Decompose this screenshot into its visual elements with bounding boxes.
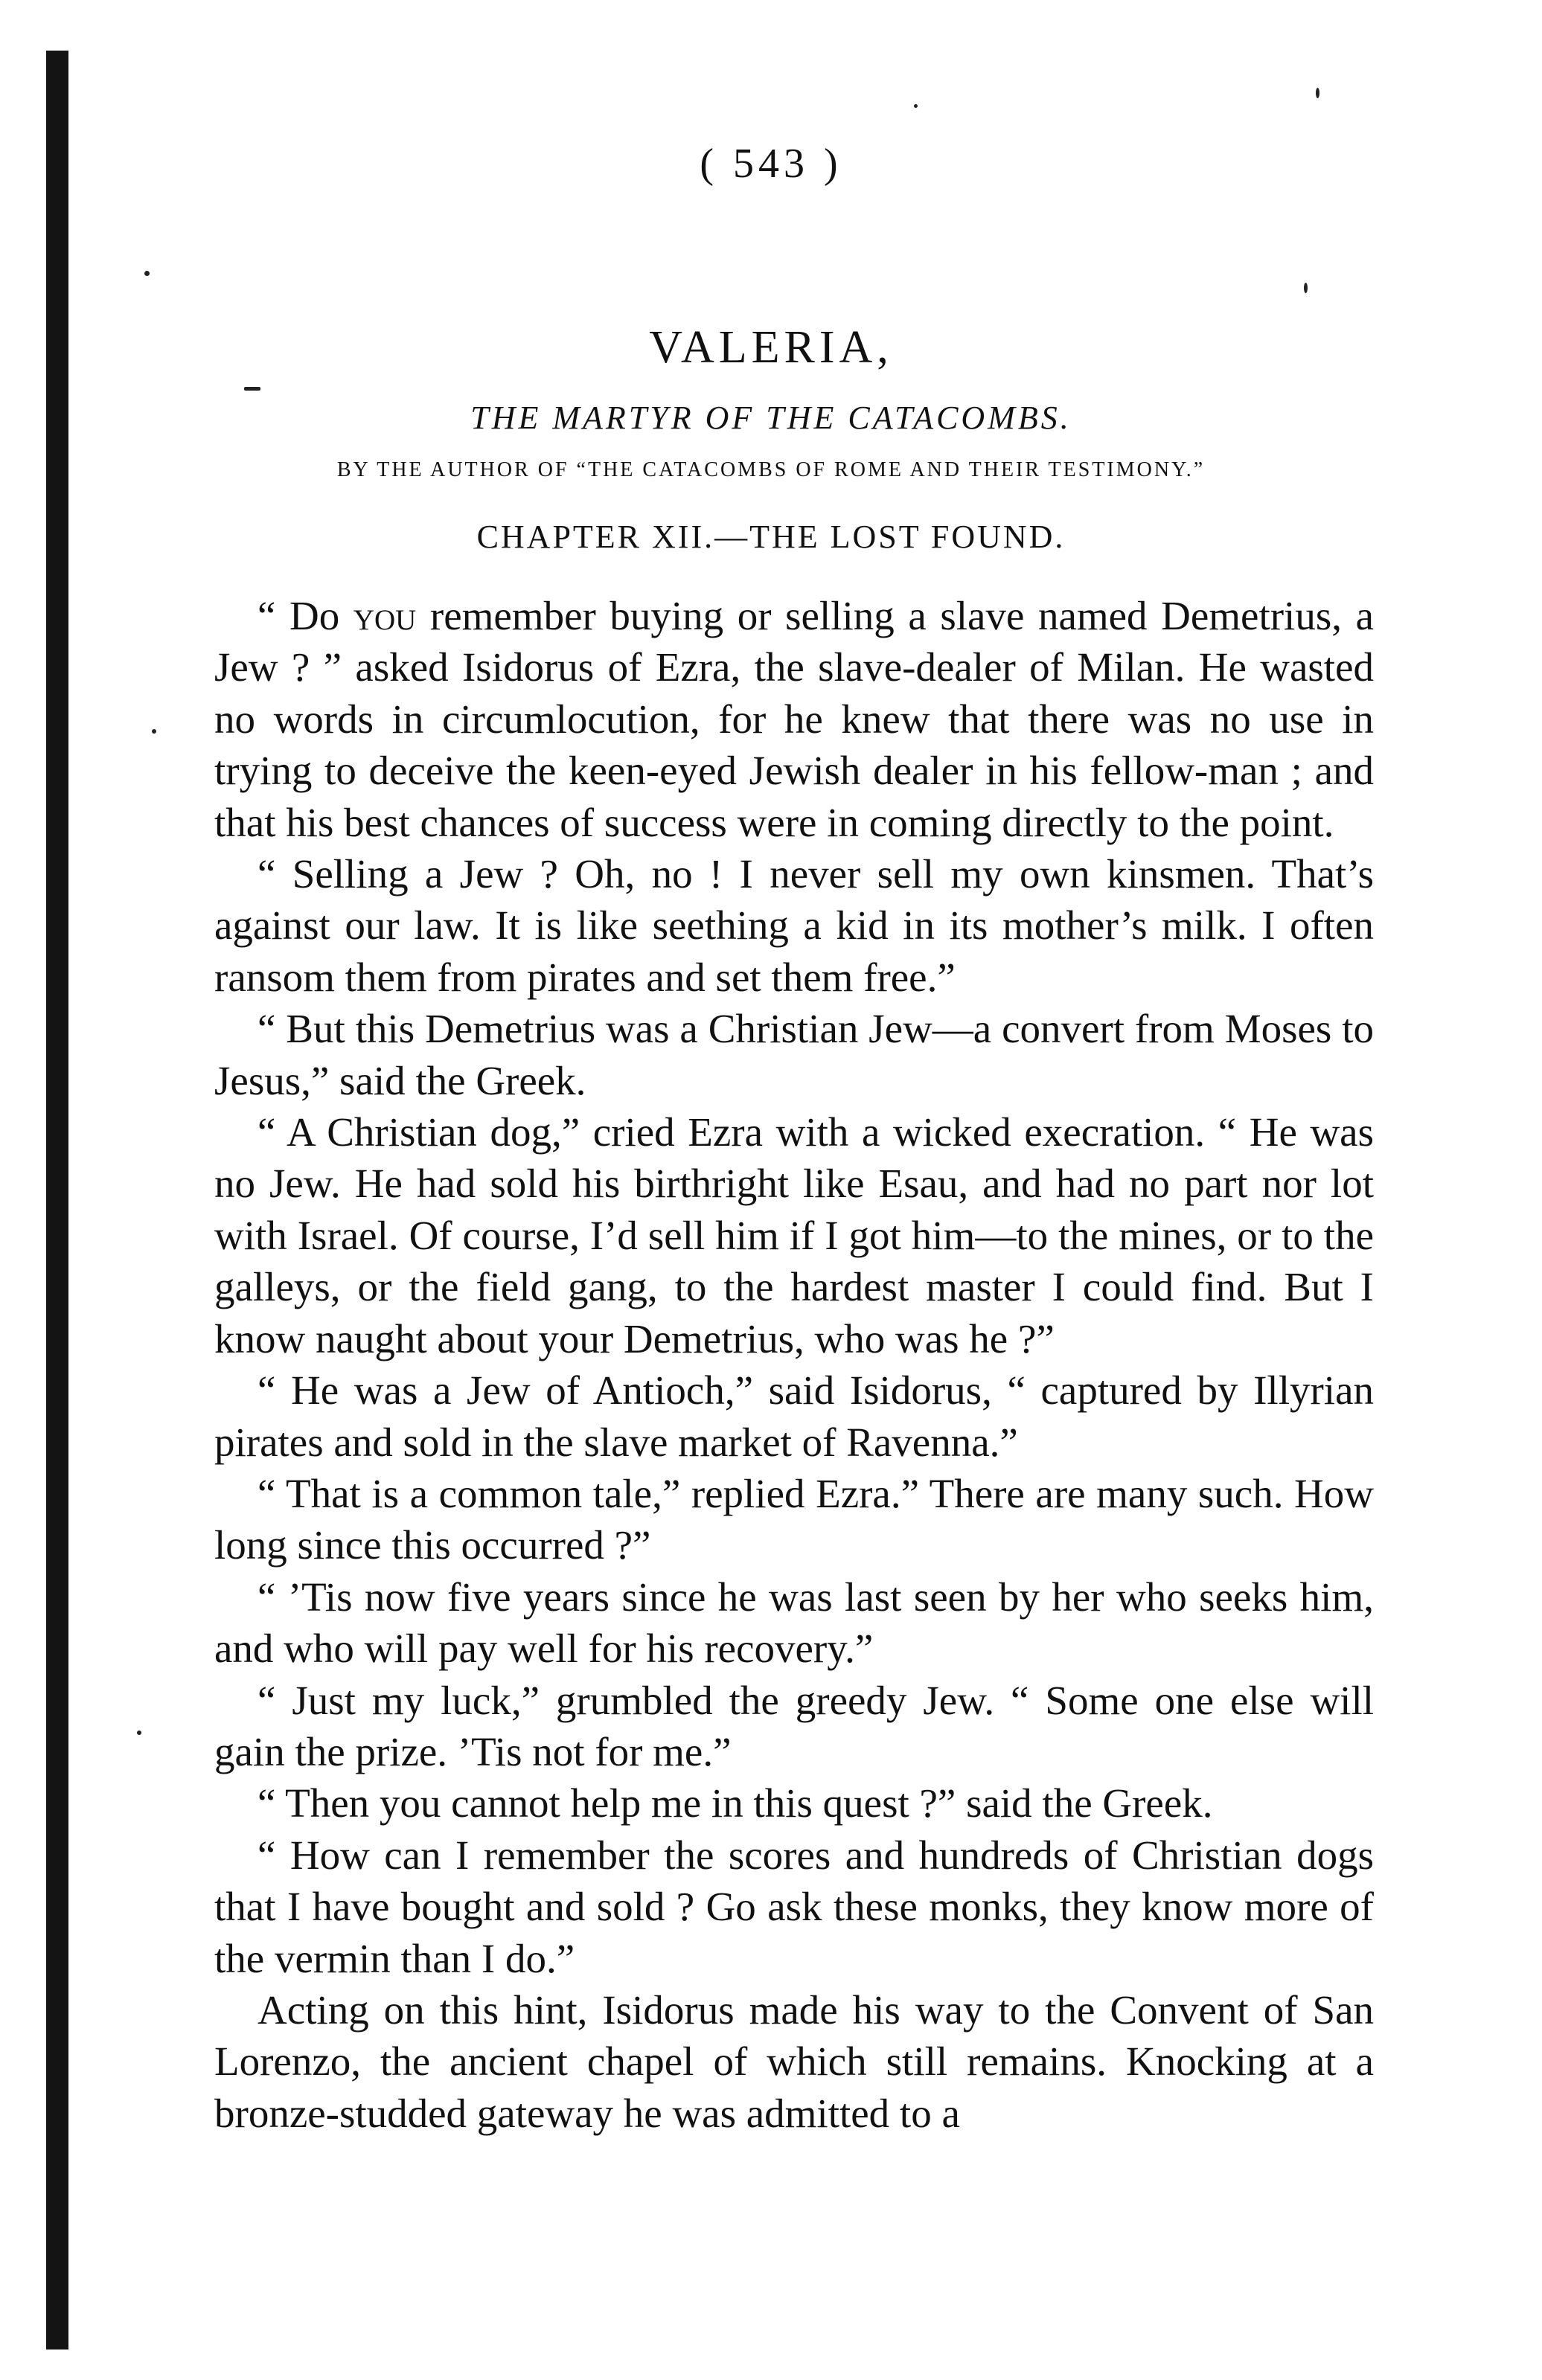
paragraph: “ But this Demetrius was a Christian Jew—a convert from Moses to Jesus,” said the Greek. <box>214 1006 1374 1103</box>
chapter-heading: CHAPTER XII.—THE LOST FOUND. <box>476 519 1066 555</box>
print-speck <box>1316 88 1319 98</box>
paragraph: Acting on this hint, Isidorus made his way to the Convent of San Lorenzo, the ancient chapel of which still remains. Knocking at a bronze-studded gateway he was admitted to a <box>214 1986 1374 2136</box>
paragraph: “ Just my luck,” grumbled the greedy Jew. “ Some one else will gain the prize. ’Tis not for me.” <box>214 1677 1374 1774</box>
paragraph: “ ’Tis now five years since he was last seen by her who seeks him, and who will pay well for his recovery.” <box>214 1574 1374 1672</box>
subtitle: THE MARTYR OF THE CATACOMBS. <box>470 400 1072 436</box>
body-text <box>214 590 1374 2139</box>
print-speck <box>244 387 260 391</box>
print-speck <box>137 1731 141 1735</box>
paragraph: “ That is a common tale,” replied Ezra.” There are many such. How long since this occurred ?” <box>214 1470 1374 1568</box>
paragraph: “ Selling a Jew ? Oh, no ! I never sell my own kinsmen. That’s against our law. It is like seething a kid in its mother’s milk. I often ransom them from pirates and set them free.” <box>214 851 1374 1000</box>
paragraph: “ A Christian dog,” cried Ezra with a wicked execration. “ He was no Jew. He had sold his birthright like Esau, and had no part nor lot with Israel. Of course, I’d sell him if I got him—to the mines, or to the galleys, or the field gang, to the hardest master I could find. But I know naught about your Demetrius, who was he ?” <box>214 1109 1374 1361</box>
title: VALERIA, <box>649 322 893 373</box>
binding-edge-shadow <box>46 51 68 2349</box>
page-number: ( 543 ) <box>700 141 842 187</box>
paragraph: “ How can I remember the scores and hundreds of Christian dogs that I have bought and sold ? Go ask these monks, they know more of the vermin than I do.” <box>214 1832 1374 1981</box>
paragraph-rest: remember buying or selling a slave named Demetrius, a Jew ? ” asked Isidorus of Ezra, the slave-dealer of Milan. He wasted no words in circumlocution, for he knew that there was no use in trying to deceive the keen-eyed Jewish dealer in his fellow-man ; and that his best chances of success were in coming directly to the point. <box>214 593 1374 845</box>
print-speck <box>152 729 156 734</box>
paragraph-lead: “ Do <box>257 593 353 638</box>
paragraph: “ He was a Jew of Antioch,” said Isidorus, “ captured by Illyrian pirates and sold in the slave market of Ravenna.” <box>214 1367 1374 1465</box>
byline: BY THE AUTHOR OF “THE CATACOMBS OF ROME AND THEIR TESTIMONY.” <box>336 458 1206 481</box>
print-speck <box>1304 283 1308 293</box>
print-speck <box>914 104 918 108</box>
print-speck <box>144 271 150 276</box>
paragraph: “ Then you cannot help me in this quest ?” said the Greek. <box>257 1780 1213 1826</box>
paragraph <box>214 590 1374 848</box>
paragraph-smallcaps: you <box>353 593 417 638</box>
